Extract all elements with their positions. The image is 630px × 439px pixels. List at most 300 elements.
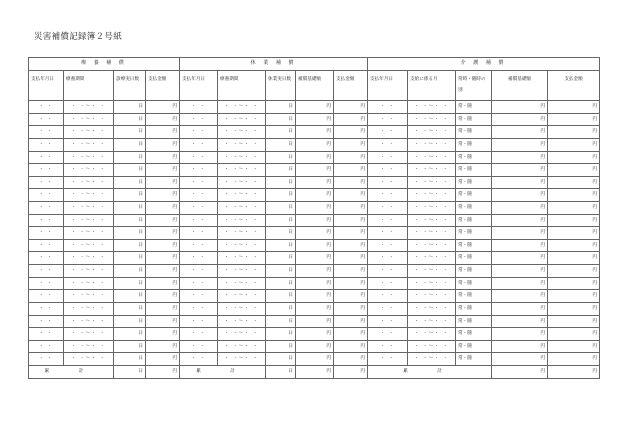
- ryoyo-days-cell[interactable]: 日: [114, 302, 146, 315]
- kyugyo-amount-cell[interactable]: 円: [334, 101, 368, 114]
- kyugyo-amount-cell[interactable]: 円: [334, 315, 368, 328]
- kyugyo-period-cell[interactable]: ・ ・〜・ ・: [218, 176, 266, 189]
- ryoyo-period-cell[interactable]: ・ ・〜・ ・: [64, 189, 114, 202]
- kaigo-month-cell[interactable]: ・ ・〜・ ・: [408, 353, 456, 366]
- ryoyo-date-cell[interactable]: ・ ・: [29, 340, 64, 353]
- kyugyo-amount-cell[interactable]: 円: [334, 227, 368, 240]
- kyugyo-total-days[interactable]: 日: [266, 365, 296, 378]
- kyugyo-period-cell[interactable]: ・ ・〜・ ・: [218, 101, 266, 114]
- kaigo-amount-cell[interactable]: 円: [548, 164, 600, 177]
- kaigo-type-cell[interactable]: 常・随: [456, 265, 492, 278]
- kyugyo-date-cell[interactable]: ・ ・: [180, 113, 218, 126]
- kyugyo-days-cell[interactable]: 日: [266, 277, 296, 290]
- kaigo-type-cell[interactable]: 常・随: [456, 101, 492, 114]
- ryoyo-amount-cell[interactable]: 円: [146, 239, 180, 252]
- kyugyo-base-cell[interactable]: 円: [296, 189, 334, 202]
- kyugyo-amount-cell[interactable]: 円: [334, 302, 368, 315]
- kaigo-type-cell[interactable]: 常・随: [456, 353, 492, 366]
- kaigo-base-cell[interactable]: 円: [492, 151, 548, 164]
- ryoyo-days-cell[interactable]: 日: [114, 189, 146, 202]
- kaigo-base-cell[interactable]: 円: [492, 101, 548, 114]
- kyugyo-period-cell[interactable]: ・ ・〜・ ・: [218, 151, 266, 164]
- ryoyo-date-cell[interactable]: ・ ・: [29, 277, 64, 290]
- kaigo-date-cell[interactable]: ・ ・: [368, 214, 408, 227]
- kyugyo-date-cell[interactable]: ・ ・: [180, 202, 218, 215]
- kyugyo-base-cell[interactable]: 円: [296, 239, 334, 252]
- ryoyo-amount-cell[interactable]: 円: [146, 328, 180, 341]
- ryoyo-period-cell[interactable]: ・ ・〜・ ・: [64, 252, 114, 265]
- ryoyo-period-cell[interactable]: ・ ・〜・ ・: [64, 101, 114, 114]
- ryoyo-amount-cell[interactable]: 円: [146, 164, 180, 177]
- kyugyo-date-cell[interactable]: ・ ・: [180, 189, 218, 202]
- kyugyo-period-cell[interactable]: ・ ・〜・ ・: [218, 113, 266, 126]
- kaigo-date-cell[interactable]: ・ ・: [368, 277, 408, 290]
- kaigo-date-cell[interactable]: ・ ・: [368, 151, 408, 164]
- ryoyo-days-cell[interactable]: 日: [114, 239, 146, 252]
- kaigo-date-cell[interactable]: ・ ・: [368, 176, 408, 189]
- kaigo-base-cell[interactable]: 円: [492, 113, 548, 126]
- kyugyo-days-cell[interactable]: 日: [266, 239, 296, 252]
- ryoyo-amount-cell[interactable]: 円: [146, 353, 180, 366]
- kyugyo-period-cell[interactable]: ・ ・〜・ ・: [218, 265, 266, 278]
- kyugyo-period-cell[interactable]: ・ ・〜・ ・: [218, 302, 266, 315]
- kaigo-month-cell[interactable]: ・ ・〜・ ・: [408, 101, 456, 114]
- ryoyo-days-cell[interactable]: 日: [114, 151, 146, 164]
- ryoyo-period-cell[interactable]: ・ ・〜・ ・: [64, 164, 114, 177]
- ryoyo-days-cell[interactable]: 日: [114, 113, 146, 126]
- kyugyo-base-cell[interactable]: 円: [296, 302, 334, 315]
- kaigo-base-cell[interactable]: 円: [492, 126, 548, 139]
- kyugyo-amount-cell[interactable]: 円: [334, 151, 368, 164]
- kaigo-type-cell[interactable]: 常・随: [456, 290, 492, 303]
- ryoyo-amount-cell[interactable]: 円: [146, 214, 180, 227]
- kyugyo-base-cell[interactable]: 円: [296, 315, 334, 328]
- kyugyo-base-cell[interactable]: 円: [296, 328, 334, 341]
- kaigo-amount-cell[interactable]: 円: [548, 202, 600, 215]
- kyugyo-amount-cell[interactable]: 円: [334, 113, 368, 126]
- kaigo-amount-cell[interactable]: 円: [548, 101, 600, 114]
- kyugyo-amount-cell[interactable]: 円: [334, 252, 368, 265]
- ryoyo-amount-cell[interactable]: 円: [146, 252, 180, 265]
- kyugyo-days-cell[interactable]: 日: [266, 202, 296, 215]
- kyugyo-period-cell[interactable]: ・ ・〜・ ・: [218, 138, 266, 151]
- kyugyo-date-cell[interactable]: ・ ・: [180, 265, 218, 278]
- kyugyo-days-cell[interactable]: 日: [266, 113, 296, 126]
- ryoyo-period-cell[interactable]: ・ ・〜・ ・: [64, 328, 114, 341]
- kaigo-month-cell[interactable]: ・ ・〜・ ・: [408, 239, 456, 252]
- kaigo-type-cell[interactable]: 常・随: [456, 176, 492, 189]
- kaigo-date-cell[interactable]: ・ ・: [368, 340, 408, 353]
- kyugyo-period-cell[interactable]: ・ ・〜・ ・: [218, 353, 266, 366]
- ryoyo-days-cell[interactable]: 日: [114, 164, 146, 177]
- ryoyo-date-cell[interactable]: ・ ・: [29, 101, 64, 114]
- kyugyo-days-cell[interactable]: 日: [266, 302, 296, 315]
- kaigo-month-cell[interactable]: ・ ・〜・ ・: [408, 189, 456, 202]
- kyugyo-period-cell[interactable]: ・ ・〜・ ・: [218, 126, 266, 139]
- ryoyo-days-cell[interactable]: 日: [114, 328, 146, 341]
- ryoyo-period-cell[interactable]: ・ ・〜・ ・: [64, 302, 114, 315]
- kaigo-amount-cell[interactable]: 円: [548, 302, 600, 315]
- ryoyo-date-cell[interactable]: ・ ・: [29, 265, 64, 278]
- kyugyo-period-cell[interactable]: ・ ・〜・ ・: [218, 252, 266, 265]
- kaigo-month-cell[interactable]: ・ ・〜・ ・: [408, 202, 456, 215]
- kaigo-month-cell[interactable]: ・ ・〜・ ・: [408, 252, 456, 265]
- kyugyo-date-cell[interactable]: ・ ・: [180, 353, 218, 366]
- kyugyo-days-cell[interactable]: 日: [266, 151, 296, 164]
- ryoyo-days-cell[interactable]: 日: [114, 202, 146, 215]
- ryoyo-amount-cell[interactable]: 円: [146, 126, 180, 139]
- kyugyo-days-cell[interactable]: 日: [266, 328, 296, 341]
- kyugyo-days-cell[interactable]: 日: [266, 252, 296, 265]
- ryoyo-amount-cell[interactable]: 円: [146, 138, 180, 151]
- kaigo-amount-cell[interactable]: 円: [548, 227, 600, 240]
- ryoyo-period-cell[interactable]: ・ ・〜・ ・: [64, 126, 114, 139]
- kyugyo-amount-cell[interactable]: 円: [334, 164, 368, 177]
- ryoyo-amount-cell[interactable]: 円: [146, 101, 180, 114]
- kaigo-date-cell[interactable]: ・ ・: [368, 239, 408, 252]
- kyugyo-amount-cell[interactable]: 円: [334, 239, 368, 252]
- kyugyo-amount-cell[interactable]: 円: [334, 340, 368, 353]
- kyugyo-total-amount[interactable]: 円: [334, 365, 368, 378]
- ryoyo-date-cell[interactable]: ・ ・: [29, 202, 64, 215]
- ryoyo-period-cell[interactable]: ・ ・〜・ ・: [64, 290, 114, 303]
- ryoyo-amount-cell[interactable]: 円: [146, 302, 180, 315]
- ryoyo-date-cell[interactable]: ・ ・: [29, 126, 64, 139]
- kyugyo-period-cell[interactable]: ・ ・〜・ ・: [218, 202, 266, 215]
- kyugyo-amount-cell[interactable]: 円: [334, 277, 368, 290]
- ryoyo-date-cell[interactable]: ・ ・: [29, 214, 64, 227]
- ryoyo-date-cell[interactable]: ・ ・: [29, 151, 64, 164]
- kaigo-amount-cell[interactable]: 円: [548, 113, 600, 126]
- kyugyo-days-cell[interactable]: 日: [266, 101, 296, 114]
- kaigo-total-amount[interactable]: 円: [548, 365, 600, 378]
- kyugyo-amount-cell[interactable]: 円: [334, 138, 368, 151]
- kaigo-amount-cell[interactable]: 円: [548, 315, 600, 328]
- kyugyo-amount-cell[interactable]: 円: [334, 290, 368, 303]
- ryoyo-amount-cell[interactable]: 円: [146, 290, 180, 303]
- kaigo-date-cell[interactable]: ・ ・: [368, 265, 408, 278]
- kaigo-base-cell[interactable]: 円: [492, 202, 548, 215]
- ryoyo-period-cell[interactable]: ・ ・〜・ ・: [64, 227, 114, 240]
- kyugyo-amount-cell[interactable]: 円: [334, 265, 368, 278]
- kaigo-date-cell[interactable]: ・ ・: [368, 252, 408, 265]
- kyugyo-date-cell[interactable]: ・ ・: [180, 227, 218, 240]
- kaigo-amount-cell[interactable]: 円: [548, 340, 600, 353]
- ryoyo-period-cell[interactable]: ・ ・〜・ ・: [64, 340, 114, 353]
- kaigo-base-cell[interactable]: 円: [492, 277, 548, 290]
- kyugyo-amount-cell[interactable]: 円: [334, 126, 368, 139]
- kaigo-base-cell[interactable]: 円: [492, 353, 548, 366]
- ryoyo-period-cell[interactable]: ・ ・〜・ ・: [64, 265, 114, 278]
- kaigo-date-cell[interactable]: ・ ・: [368, 227, 408, 240]
- kyugyo-base-cell[interactable]: 円: [296, 252, 334, 265]
- ryoyo-amount-cell[interactable]: 円: [146, 340, 180, 353]
- kaigo-date-cell[interactable]: ・ ・: [368, 353, 408, 366]
- kaigo-month-cell[interactable]: ・ ・〜・ ・: [408, 113, 456, 126]
- kaigo-base-cell[interactable]: 円: [492, 302, 548, 315]
- kyugyo-date-cell[interactable]: ・ ・: [180, 164, 218, 177]
- kaigo-base-cell[interactable]: 円: [492, 164, 548, 177]
- kyugyo-base-cell[interactable]: 円: [296, 138, 334, 151]
- ryoyo-total-amount[interactable]: 円: [146, 365, 180, 378]
- kaigo-month-cell[interactable]: ・ ・〜・ ・: [408, 277, 456, 290]
- kaigo-date-cell[interactable]: ・ ・: [368, 302, 408, 315]
- ryoyo-days-cell[interactable]: 日: [114, 277, 146, 290]
- kyugyo-period-cell[interactable]: ・ ・〜・ ・: [218, 189, 266, 202]
- kyugyo-amount-cell[interactable]: 円: [334, 202, 368, 215]
- kaigo-type-cell[interactable]: 常・随: [456, 202, 492, 215]
- kaigo-date-cell[interactable]: ・ ・: [368, 164, 408, 177]
- kaigo-type-cell[interactable]: 常・随: [456, 189, 492, 202]
- kyugyo-base-cell[interactable]: 円: [296, 340, 334, 353]
- kyugyo-days-cell[interactable]: 日: [266, 164, 296, 177]
- kyugyo-days-cell[interactable]: 日: [266, 290, 296, 303]
- ryoyo-days-cell[interactable]: 日: [114, 101, 146, 114]
- ryoyo-date-cell[interactable]: ・ ・: [29, 164, 64, 177]
- ryoyo-date-cell[interactable]: ・ ・: [29, 113, 64, 126]
- kyugyo-base-cell[interactable]: 円: [296, 353, 334, 366]
- kaigo-type-cell[interactable]: 常・随: [456, 277, 492, 290]
- kaigo-month-cell[interactable]: ・ ・〜・ ・: [408, 151, 456, 164]
- ryoyo-days-cell[interactable]: 日: [114, 315, 146, 328]
- kyugyo-date-cell[interactable]: ・ ・: [180, 340, 218, 353]
- kyugyo-date-cell[interactable]: ・ ・: [180, 138, 218, 151]
- ryoyo-days-cell[interactable]: 日: [114, 340, 146, 353]
- kyugyo-base-cell[interactable]: 円: [296, 214, 334, 227]
- kyugyo-days-cell[interactable]: 日: [266, 126, 296, 139]
- kyugyo-base-cell[interactable]: 円: [296, 290, 334, 303]
- kaigo-base-cell[interactable]: 円: [492, 138, 548, 151]
- kyugyo-base-cell[interactable]: 円: [296, 164, 334, 177]
- kaigo-month-cell[interactable]: ・ ・〜・ ・: [408, 328, 456, 341]
- kaigo-type-cell[interactable]: 常・随: [456, 340, 492, 353]
- kaigo-type-cell[interactable]: 常・随: [456, 302, 492, 315]
- ryoyo-period-cell[interactable]: ・ ・〜・ ・: [64, 202, 114, 215]
- kaigo-amount-cell[interactable]: 円: [548, 265, 600, 278]
- kaigo-month-cell[interactable]: ・ ・〜・ ・: [408, 265, 456, 278]
- kyugyo-period-cell[interactable]: ・ ・〜・ ・: [218, 277, 266, 290]
- kaigo-base-cell[interactable]: 円: [492, 252, 548, 265]
- kyugyo-date-cell[interactable]: ・ ・: [180, 290, 218, 303]
- kaigo-type-cell[interactable]: 常・随: [456, 227, 492, 240]
- kaigo-total-base[interactable]: 円: [492, 365, 548, 378]
- kyugyo-date-cell[interactable]: ・ ・: [180, 277, 218, 290]
- kaigo-month-cell[interactable]: ・ ・〜・ ・: [408, 227, 456, 240]
- ryoyo-period-cell[interactable]: ・ ・〜・ ・: [64, 151, 114, 164]
- ryoyo-period-cell[interactable]: ・ ・〜・ ・: [64, 138, 114, 151]
- kaigo-date-cell[interactable]: ・ ・: [368, 290, 408, 303]
- kyugyo-date-cell[interactable]: ・ ・: [180, 151, 218, 164]
- kyugyo-period-cell[interactable]: ・ ・〜・ ・: [218, 239, 266, 252]
- kyugyo-date-cell[interactable]: ・ ・: [180, 302, 218, 315]
- kaigo-type-cell[interactable]: 常・随: [456, 164, 492, 177]
- ryoyo-date-cell[interactable]: ・ ・: [29, 252, 64, 265]
- kaigo-base-cell[interactable]: 円: [492, 340, 548, 353]
- ryoyo-date-cell[interactable]: ・ ・: [29, 353, 64, 366]
- kyugyo-days-cell[interactable]: 日: [266, 340, 296, 353]
- ryoyo-amount-cell[interactable]: 円: [146, 265, 180, 278]
- kyugyo-base-cell[interactable]: 円: [296, 277, 334, 290]
- kyugyo-date-cell[interactable]: ・ ・: [180, 239, 218, 252]
- kyugyo-days-cell[interactable]: 日: [266, 227, 296, 240]
- ryoyo-period-cell[interactable]: ・ ・〜・ ・: [64, 113, 114, 126]
- kaigo-base-cell[interactable]: 円: [492, 189, 548, 202]
- ryoyo-date-cell[interactable]: ・ ・: [29, 302, 64, 315]
- kaigo-type-cell[interactable]: 常・随: [456, 328, 492, 341]
- kyugyo-days-cell[interactable]: 日: [266, 176, 296, 189]
- kaigo-date-cell[interactable]: ・ ・: [368, 328, 408, 341]
- kyugyo-days-cell[interactable]: 日: [266, 353, 296, 366]
- ryoyo-amount-cell[interactable]: 円: [146, 227, 180, 240]
- ryoyo-amount-cell[interactable]: 円: [146, 315, 180, 328]
- kaigo-amount-cell[interactable]: 円: [548, 239, 600, 252]
- kaigo-type-cell[interactable]: 常・随: [456, 151, 492, 164]
- kaigo-amount-cell[interactable]: 円: [548, 151, 600, 164]
- kaigo-base-cell[interactable]: 円: [492, 328, 548, 341]
- kyugyo-days-cell[interactable]: 日: [266, 138, 296, 151]
- ryoyo-period-cell[interactable]: ・ ・〜・ ・: [64, 315, 114, 328]
- kyugyo-base-cell[interactable]: 円: [296, 265, 334, 278]
- kyugyo-days-cell[interactable]: 日: [266, 214, 296, 227]
- kaigo-amount-cell[interactable]: 円: [548, 277, 600, 290]
- kyugyo-date-cell[interactable]: ・ ・: [180, 176, 218, 189]
- kaigo-base-cell[interactable]: 円: [492, 214, 548, 227]
- ryoyo-date-cell[interactable]: ・ ・: [29, 138, 64, 151]
- kyugyo-date-cell[interactable]: ・ ・: [180, 101, 218, 114]
- kaigo-month-cell[interactable]: ・ ・〜・ ・: [408, 138, 456, 151]
- kaigo-date-cell[interactable]: ・ ・: [368, 202, 408, 215]
- kyugyo-days-cell[interactable]: 日: [266, 315, 296, 328]
- kyugyo-date-cell[interactable]: ・ ・: [180, 214, 218, 227]
- kyugyo-base-cell[interactable]: 円: [296, 151, 334, 164]
- ryoyo-days-cell[interactable]: 日: [114, 265, 146, 278]
- kaigo-month-cell[interactable]: ・ ・〜・ ・: [408, 302, 456, 315]
- ryoyo-amount-cell[interactable]: 円: [146, 202, 180, 215]
- kaigo-amount-cell[interactable]: 円: [548, 126, 600, 139]
- ryoyo-period-cell[interactable]: ・ ・〜・ ・: [64, 239, 114, 252]
- kaigo-amount-cell[interactable]: 円: [548, 189, 600, 202]
- kaigo-amount-cell[interactable]: 円: [548, 214, 600, 227]
- ryoyo-days-cell[interactable]: 日: [114, 353, 146, 366]
- ryoyo-days-cell[interactable]: 日: [114, 126, 146, 139]
- ryoyo-period-cell[interactable]: ・ ・〜・ ・: [64, 176, 114, 189]
- ryoyo-amount-cell[interactable]: 円: [146, 151, 180, 164]
- kyugyo-date-cell[interactable]: ・ ・: [180, 328, 218, 341]
- kyugyo-period-cell[interactable]: ・ ・〜・ ・: [218, 164, 266, 177]
- kyugyo-base-cell[interactable]: 円: [296, 176, 334, 189]
- kyugyo-base-cell[interactable]: 円: [296, 126, 334, 139]
- ryoyo-amount-cell[interactable]: 円: [146, 189, 180, 202]
- kyugyo-amount-cell[interactable]: 円: [334, 176, 368, 189]
- ryoyo-days-cell[interactable]: 日: [114, 252, 146, 265]
- kaigo-type-cell[interactable]: 常・随: [456, 138, 492, 151]
- ryoyo-date-cell[interactable]: ・ ・: [29, 239, 64, 252]
- kyugyo-base-cell[interactable]: 円: [296, 101, 334, 114]
- kaigo-month-cell[interactable]: ・ ・〜・ ・: [408, 164, 456, 177]
- kaigo-type-cell[interactable]: 常・随: [456, 214, 492, 227]
- kaigo-date-cell[interactable]: ・ ・: [368, 315, 408, 328]
- ryoyo-amount-cell[interactable]: 円: [146, 176, 180, 189]
- kaigo-base-cell[interactable]: 円: [492, 265, 548, 278]
- kaigo-base-cell[interactable]: 円: [492, 315, 548, 328]
- kyugyo-base-cell[interactable]: 円: [296, 202, 334, 215]
- ryoyo-date-cell[interactable]: ・ ・: [29, 290, 64, 303]
- kaigo-month-cell[interactable]: ・ ・〜・ ・: [408, 340, 456, 353]
- kaigo-type-cell[interactable]: 常・随: [456, 239, 492, 252]
- ryoyo-amount-cell[interactable]: 円: [146, 277, 180, 290]
- kaigo-date-cell[interactable]: ・ ・: [368, 126, 408, 139]
- kyugyo-amount-cell[interactable]: 円: [334, 189, 368, 202]
- ryoyo-days-cell[interactable]: 日: [114, 138, 146, 151]
- kyugyo-days-cell[interactable]: 日: [266, 189, 296, 202]
- kyugyo-period-cell[interactable]: ・ ・〜・ ・: [218, 315, 266, 328]
- kaigo-month-cell[interactable]: ・ ・〜・ ・: [408, 315, 456, 328]
- kyugyo-date-cell[interactable]: ・ ・: [180, 315, 218, 328]
- kaigo-date-cell[interactable]: ・ ・: [368, 138, 408, 151]
- kaigo-base-cell[interactable]: 円: [492, 176, 548, 189]
- ryoyo-days-cell[interactable]: 日: [114, 176, 146, 189]
- kaigo-type-cell[interactable]: 常・随: [456, 126, 492, 139]
- kyugyo-amount-cell[interactable]: 円: [334, 328, 368, 341]
- ryoyo-date-cell[interactable]: ・ ・: [29, 227, 64, 240]
- kaigo-base-cell[interactable]: 円: [492, 227, 548, 240]
- kyugyo-date-cell[interactable]: ・ ・: [180, 126, 218, 139]
- kaigo-amount-cell[interactable]: 円: [548, 290, 600, 303]
- ryoyo-period-cell[interactable]: ・ ・〜・ ・: [64, 214, 114, 227]
- kaigo-date-cell[interactable]: ・ ・: [368, 101, 408, 114]
- kaigo-date-cell[interactable]: ・ ・: [368, 189, 408, 202]
- kaigo-type-cell[interactable]: 常・随: [456, 252, 492, 265]
- ryoyo-date-cell[interactable]: ・ ・: [29, 189, 64, 202]
- kaigo-type-cell[interactable]: 常・随: [456, 315, 492, 328]
- kyugyo-total-base[interactable]: 円: [296, 365, 334, 378]
- kaigo-type-cell[interactable]: 常・随: [456, 113, 492, 126]
- kyugyo-period-cell[interactable]: ・ ・〜・ ・: [218, 227, 266, 240]
- kyugyo-days-cell[interactable]: 日: [266, 265, 296, 278]
- ryoyo-days-cell[interactable]: 日: [114, 227, 146, 240]
- kyugyo-amount-cell[interactable]: 円: [334, 214, 368, 227]
- kyugyo-date-cell[interactable]: ・ ・: [180, 252, 218, 265]
- kaigo-date-cell[interactable]: ・ ・: [368, 113, 408, 126]
- kyugyo-period-cell[interactable]: ・ ・〜・ ・: [218, 328, 266, 341]
- ryoyo-date-cell[interactable]: ・ ・: [29, 176, 64, 189]
- kaigo-amount-cell[interactable]: 円: [548, 138, 600, 151]
- kyugyo-amount-cell[interactable]: 円: [334, 353, 368, 366]
- ryoyo-date-cell[interactable]: ・ ・: [29, 315, 64, 328]
- kaigo-amount-cell[interactable]: 円: [548, 353, 600, 366]
- ryoyo-period-cell[interactable]: ・ ・〜・ ・: [64, 277, 114, 290]
- ryoyo-days-cell[interactable]: 日: [114, 214, 146, 227]
- kaigo-amount-cell[interactable]: 円: [548, 328, 600, 341]
- kaigo-month-cell[interactable]: ・ ・〜・ ・: [408, 126, 456, 139]
- kaigo-month-cell[interactable]: ・ ・〜・ ・: [408, 214, 456, 227]
- ryoyo-amount-cell[interactable]: 円: [146, 113, 180, 126]
- kyugyo-period-cell[interactable]: ・ ・〜・ ・: [218, 214, 266, 227]
- kaigo-amount-cell[interactable]: 円: [548, 176, 600, 189]
- ryoyo-days-cell[interactable]: 日: [114, 290, 146, 303]
- kaigo-month-cell[interactable]: ・ ・〜・ ・: [408, 176, 456, 189]
- kyugyo-base-cell[interactable]: 円: [296, 227, 334, 240]
- ryoyo-date-cell[interactable]: ・ ・: [29, 328, 64, 341]
- kyugyo-base-cell[interactable]: 円: [296, 113, 334, 126]
- kyugyo-period-cell[interactable]: ・ ・〜・ ・: [218, 290, 266, 303]
- kaigo-amount-cell[interactable]: 円: [548, 252, 600, 265]
- kaigo-base-cell[interactable]: 円: [492, 290, 548, 303]
- ryoyo-total-days[interactable]: 日: [114, 365, 146, 378]
- kaigo-month-cell[interactable]: ・ ・〜・ ・: [408, 290, 456, 303]
- ryoyo-period-cell[interactable]: ・ ・〜・ ・: [64, 353, 114, 366]
- kaigo-base-cell[interactable]: 円: [492, 239, 548, 252]
